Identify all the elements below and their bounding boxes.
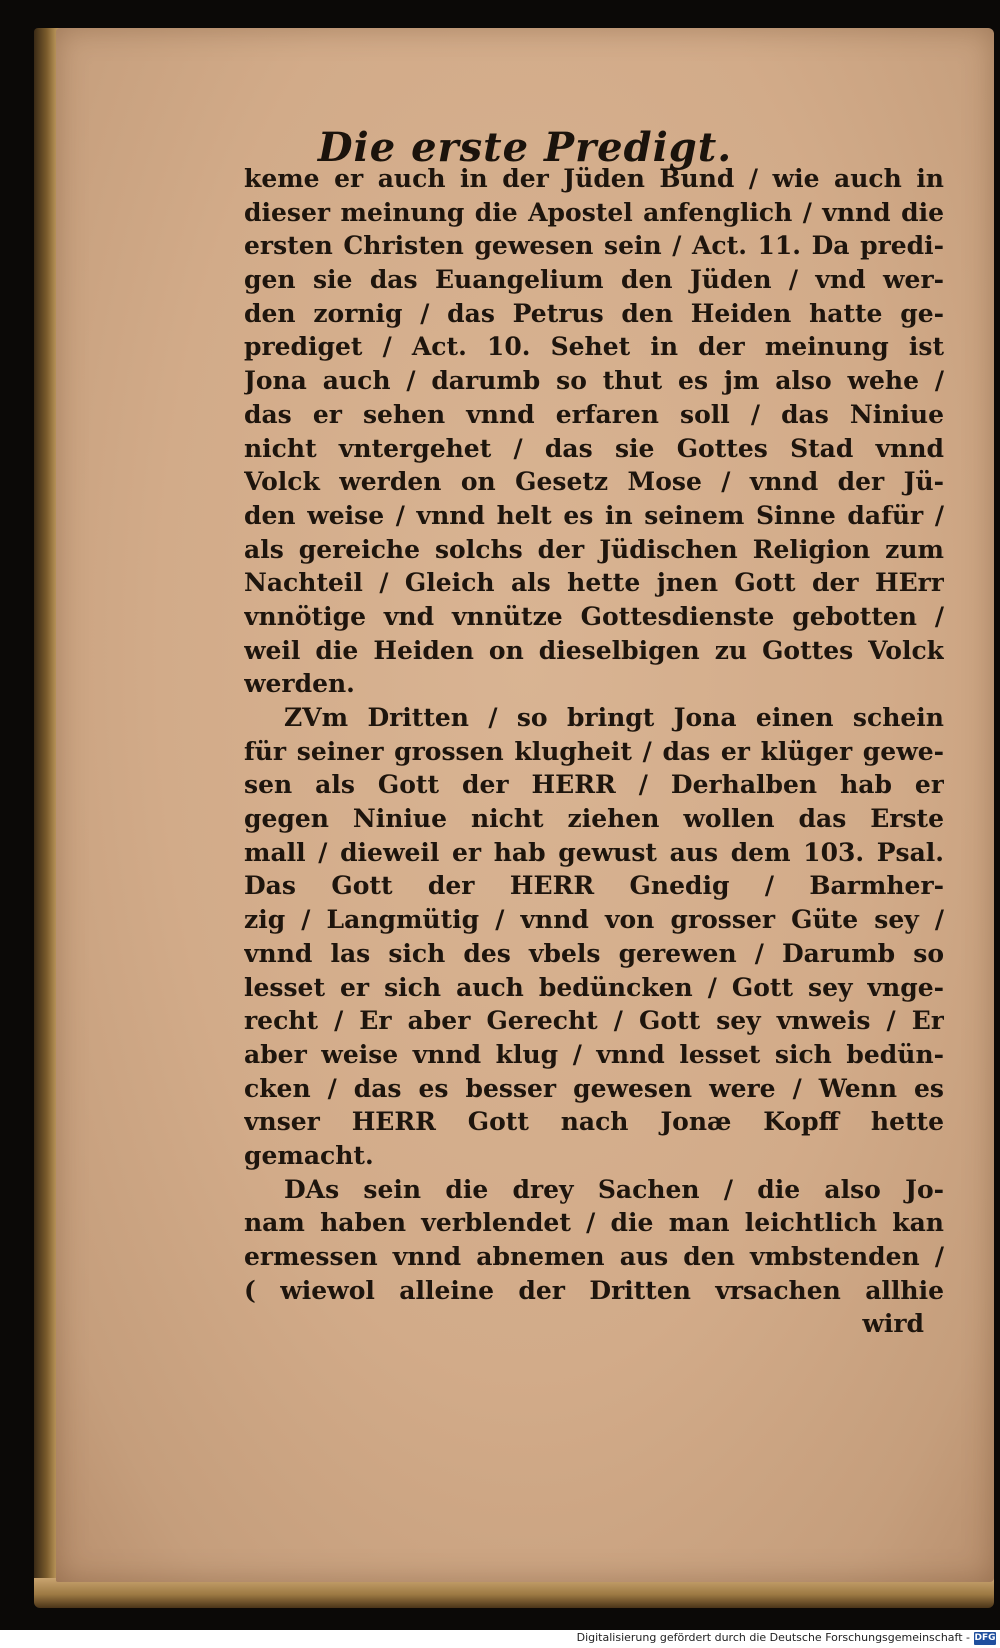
text-line: gemacht. — [244, 1140, 374, 1170]
catchword: wird — [862, 1309, 924, 1339]
text-line: aber weise vnnd klug / vnnd lesset sich bedün- — [244, 1039, 944, 1069]
text-line: Das Gott der HERR Gnedig / Barmher- — [244, 871, 944, 901]
text-line: weil die Heiden on dieselbigen zu Gottes Volck — [244, 635, 944, 665]
text-line: prediget / Act. 10. Sehet in der meinung ist — [244, 332, 944, 362]
text-line: gegen Niniue nicht ziehen wollen das Erste — [244, 804, 944, 834]
text-line: lesset er sich auch bedüncken / Gott sey vnge- — [244, 972, 944, 1002]
text-line: vnnd las sich des vbels gerewen / Darumb so — [244, 938, 944, 968]
text-line: ersten Christen gewesen sein / Act. 11. Da predi- — [244, 231, 944, 261]
text-line: recht / Er aber Gerecht / Gott sey vnweis / Er — [244, 1006, 944, 1036]
book-edge-bottom — [34, 1578, 994, 1608]
text-line: ermessen vnnd abnemen aus den vmbstenden / — [244, 1242, 944, 1271]
text-line: gen sie das Euangelium den Jüden / vnd wer- — [244, 265, 944, 295]
text-line: Nachteil / Gleich als hette jnen Gott der HErr — [244, 568, 944, 598]
text-line: sen als Gott der HERR / Derhalben hab er — [244, 770, 944, 800]
text-line: zig / Langmütig / vnnd von grosser Güte sey / — [244, 905, 944, 935]
text-line: den zornig / das Petrus den Heiden hatte ge- — [244, 298, 944, 328]
text-line: vnnötige vnd vnnütze Gottesdienste gebotten / — [244, 601, 944, 631]
text-line: keme er auch in der Jüden Bund / wie auch in — [244, 164, 944, 193]
text-line: nam haben verblendet / die man leichtlich kan — [244, 1208, 944, 1238]
text-line: mall / dieweil er hab gewust aus dem 103. Psal. — [244, 837, 944, 867]
text-line: werden. — [244, 669, 355, 699]
text-line: cken / das es besser gewesen were / Wenn es — [244, 1073, 944, 1103]
text-line: für seiner grossen klugheit / das er klüger gewe- — [244, 736, 944, 766]
page-body-text — [244, 162, 944, 1341]
text-line: ( wiewol alleine der Dritten vrsachen allhie — [244, 1275, 944, 1305]
text-line: den weise / vnnd helt es in seinem Sinne dafür / — [244, 500, 944, 530]
running-head: Die erste Predigt. — [317, 124, 733, 171]
funding-credit: Digitalisierung gefördert durch die Deutsche Forschungsgemeinschaft - — [576, 1631, 970, 1644]
dfg-logo-icon: DFG — [974, 1633, 996, 1643]
text-line: das er sehen vnnd erfaren soll / das Niniue — [244, 399, 944, 429]
text-line: vnser HERR Gott nach Jonæ Kopff hette — [244, 1107, 944, 1137]
text-line: DAs sein die drey Sachen / die also Jo- — [284, 1174, 944, 1204]
text-line: als gereiche solchs der Jüdischen Religion zum — [244, 534, 944, 564]
text-line: dieser meinung die Apostel anfenglich / vnnd die — [244, 197, 944, 227]
text-line: Jona auch / darumb so thut es jm also wehe / — [244, 366, 944, 396]
text-line: nicht vntergehet / das sie Gottes Stad vnnd — [244, 433, 944, 463]
text-line: Volck werden on Gesetz Mose / vnnd der Jü- — [244, 467, 944, 497]
text-line: ZVm Dritten / so bringt Jona einen schein — [284, 703, 944, 732]
